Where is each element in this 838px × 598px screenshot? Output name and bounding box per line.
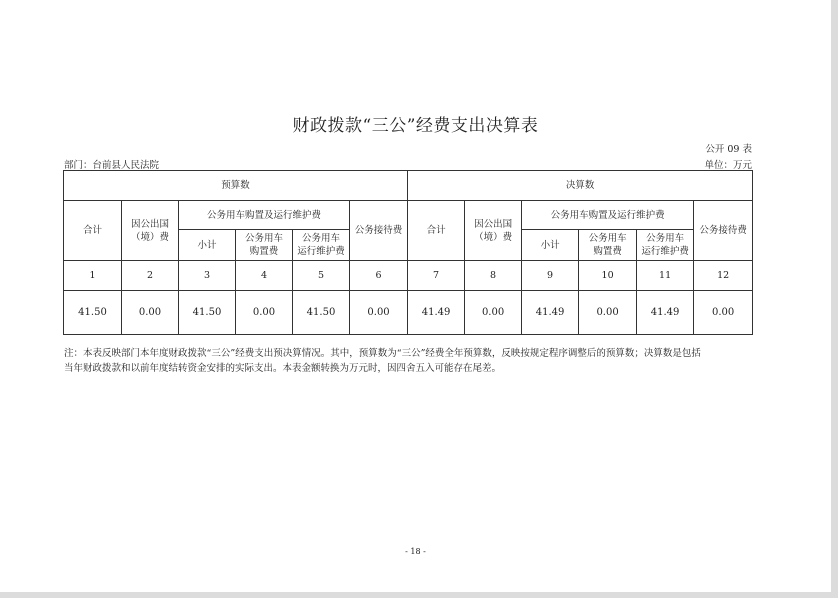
budget-group-header: 预算数: [64, 171, 408, 201]
column-number: 5: [293, 261, 350, 291]
column-number: 12: [694, 261, 753, 291]
final-operation-header: 公务用车 运行维护费: [637, 230, 694, 261]
viewer-right-edge: [831, 0, 838, 598]
final-reception-header: 公务接待费: [694, 201, 753, 261]
column-number: 1: [64, 261, 122, 291]
viewer-bottom-edge: [0, 592, 838, 598]
value-cell: 0.00: [350, 291, 408, 335]
note-line: 注：本表反映部门本年度财政拨款“三公”经费支出预决算情况。其中，预算数为“三公”经费全年预算数，反映按规定程序调整后的预算数；决算数是包括: [64, 348, 701, 359]
final-group-header: 决算数: [408, 171, 753, 201]
budget-total-header: 合计: [64, 201, 122, 261]
budget-subtotal-header: 小计: [179, 230, 236, 261]
value-cell: 0.00: [694, 291, 753, 335]
value-cell: 0.00: [465, 291, 522, 335]
column-number: 9: [522, 261, 579, 291]
column-number: 8: [465, 261, 522, 291]
expenditure-table: [63, 170, 753, 335]
column-number: 3: [179, 261, 236, 291]
value-cell: 41.50: [64, 291, 122, 335]
value-cell: 41.50: [179, 291, 236, 335]
final-vehicle-group-header: 公务用车购置及运行维护费: [522, 201, 694, 230]
value-cell: 0.00: [122, 291, 179, 335]
unit-label: 单位：万元: [704, 160, 752, 171]
column-number: 2: [122, 261, 179, 291]
value-cell: 0.00: [579, 291, 637, 335]
page-number: - 18 -: [405, 547, 426, 556]
page-title: 财政拨款“三公”经费支出决算表: [292, 116, 539, 136]
form-code: 公开 09 表: [705, 144, 752, 155]
note-line: 当年财政拨款和以前年度结转资金安排的实际支出。本表金额转换为万元时，因四舍五入可能存在尾差。: [64, 363, 502, 374]
column-number: 4: [236, 261, 293, 291]
column-number: 6: [350, 261, 408, 291]
column-number: 10: [579, 261, 637, 291]
budget-operation-header: 公务用车 运行维护费: [293, 230, 350, 261]
value-cell: 41.49: [522, 291, 579, 335]
value-cell: 41.50: [293, 291, 350, 335]
department-label: 部门：台前县人民法院: [64, 160, 160, 171]
column-number: 11: [637, 261, 694, 291]
value-cell: 41.49: [408, 291, 465, 335]
column-number-row: [64, 261, 753, 291]
budget-reception-header: 公务接待费: [350, 201, 408, 261]
budget-vehicle-group-header: 公务用车购置及运行维护费: [179, 201, 350, 230]
values-row: [64, 291, 753, 335]
budget-purchase-header: 公务用车 购置费: [236, 230, 293, 261]
table-note: [64, 346, 759, 376]
budget-abroad-header: 因公出国 （境）费: [122, 201, 179, 261]
final-subtotal-header: 小计: [522, 230, 579, 261]
column-number: 7: [408, 261, 465, 291]
final-purchase-header: 公务用车 购置费: [579, 230, 637, 261]
value-cell: 0.00: [236, 291, 293, 335]
final-abroad-header: 因公出国 （境）费: [465, 201, 522, 261]
value-cell: 41.49: [637, 291, 694, 335]
final-total-header: 合计: [408, 201, 465, 261]
